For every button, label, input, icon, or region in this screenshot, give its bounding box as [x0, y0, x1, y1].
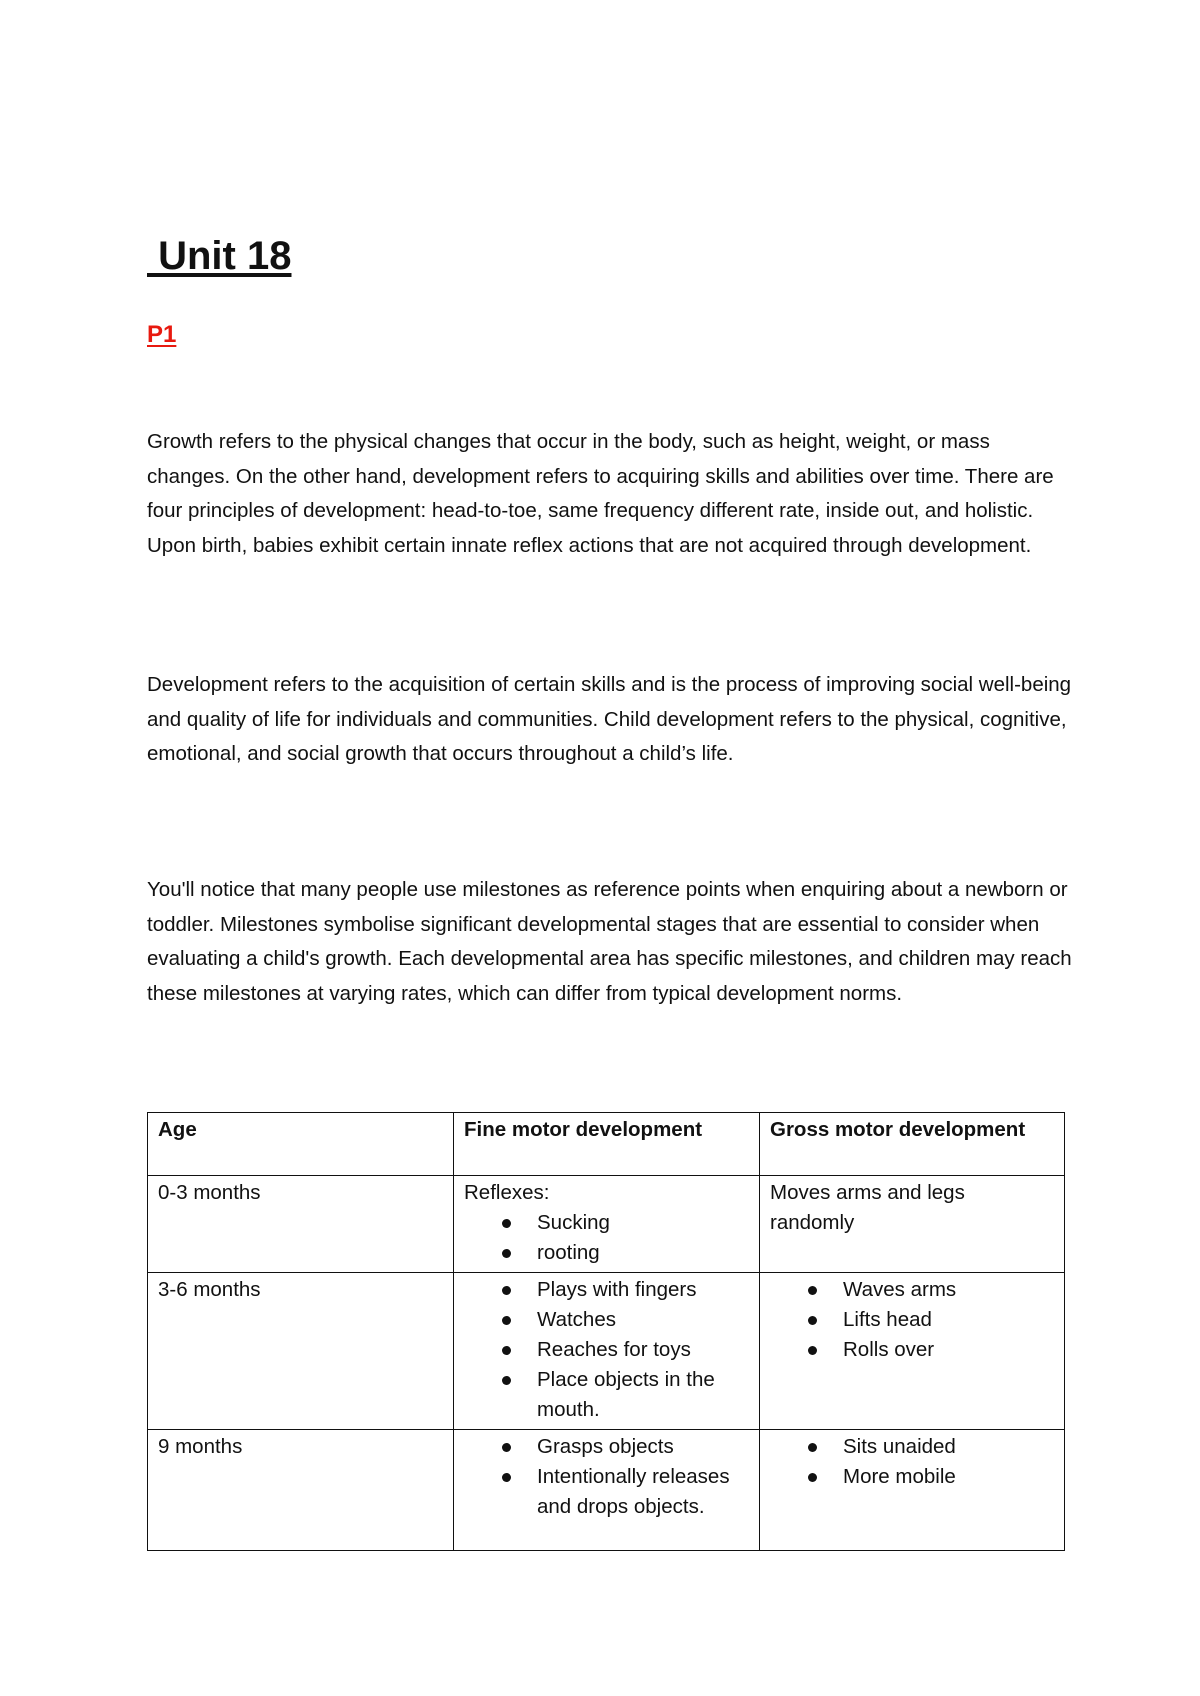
table-row	[148, 1176, 1065, 1273]
header-fine-motor: Fine motor development	[454, 1113, 760, 1176]
page-title: Unit 18	[147, 234, 292, 278]
paragraph-milestones: You'll notice that many people use milestones as reference points when enquiring about a newborn or toddler. Milestones symbolise significant developmental stages that are essential to consider when evaluating a child's growth. Each developmental area has specific milestones, and children may reach these milestones at varying rates, which can differ from typical development norms.	[147, 878, 1072, 1005]
fine-motor-cell	[454, 1430, 760, 1551]
bullet-item: Place objects in the mouth.	[537, 1365, 749, 1425]
header-gross-motor: Gross motor development	[760, 1113, 1065, 1176]
gross-motor-cell	[760, 1176, 1065, 1273]
bullet-list	[464, 1432, 749, 1522]
cell-text: Reflexes:	[464, 1181, 550, 1204]
bullet-item: rooting	[537, 1238, 749, 1268]
bullet-item: Watches	[537, 1305, 749, 1335]
bullet-item: Reaches for toys	[537, 1335, 749, 1365]
paragraph-development: Development refers to the acquisition of certain skills and is the process of improving social well-being and quality of life for individuals and communities. Child development refers to the physical, cognitive, emotional, and social growth that occurs throughout a child’s life.	[147, 673, 1072, 765]
gross-motor-cell	[760, 1273, 1065, 1430]
fine-motor-cell	[454, 1176, 760, 1273]
milestones-table	[147, 1112, 1065, 1551]
paragraph-growth: Growth refers to the physical changes that occur in the body, such as height, weight, or mass changes. On the other hand, development refers to acquiring skills and abilities over time. There are four principles of development: head-to-toe, same frequency different rate, inside out, and holistic. Upon birth, babies exhibit certain innate reflex actions that are not acquired through development.	[147, 430, 1054, 557]
age-cell: 9 months	[148, 1430, 454, 1551]
header-age: Age	[148, 1113, 454, 1176]
table-header-row	[148, 1113, 1065, 1176]
cell-text: Moves arms and legs randomly	[770, 1181, 965, 1234]
bullet-list	[464, 1275, 749, 1425]
gross-motor-cell	[760, 1430, 1065, 1551]
bullet-item: Sits unaided	[843, 1432, 1054, 1462]
bullet-item: Plays with fingers	[537, 1275, 749, 1305]
bullet-item: Intentionally releases and drops objects.	[537, 1462, 749, 1522]
table-row	[148, 1430, 1065, 1551]
bullet-item: Sucking	[537, 1208, 749, 1238]
bullet-item: More mobile	[843, 1462, 1054, 1492]
bullet-item: Rolls over	[843, 1335, 1054, 1365]
bullet-list	[770, 1432, 1054, 1492]
bullet-item: Grasps objects	[537, 1432, 749, 1462]
bullet-item: Lifts head	[843, 1305, 1054, 1335]
table-body	[148, 1176, 1065, 1551]
section-heading: P1	[147, 321, 177, 348]
fine-motor-cell	[454, 1273, 760, 1430]
age-cell: 3-6 months	[148, 1273, 454, 1430]
bullet-list	[770, 1275, 1054, 1365]
table-row	[148, 1273, 1065, 1430]
age-cell: 0-3 months	[148, 1176, 454, 1273]
bullet-list	[464, 1208, 749, 1268]
bullet-item: Waves arms	[843, 1275, 1054, 1305]
